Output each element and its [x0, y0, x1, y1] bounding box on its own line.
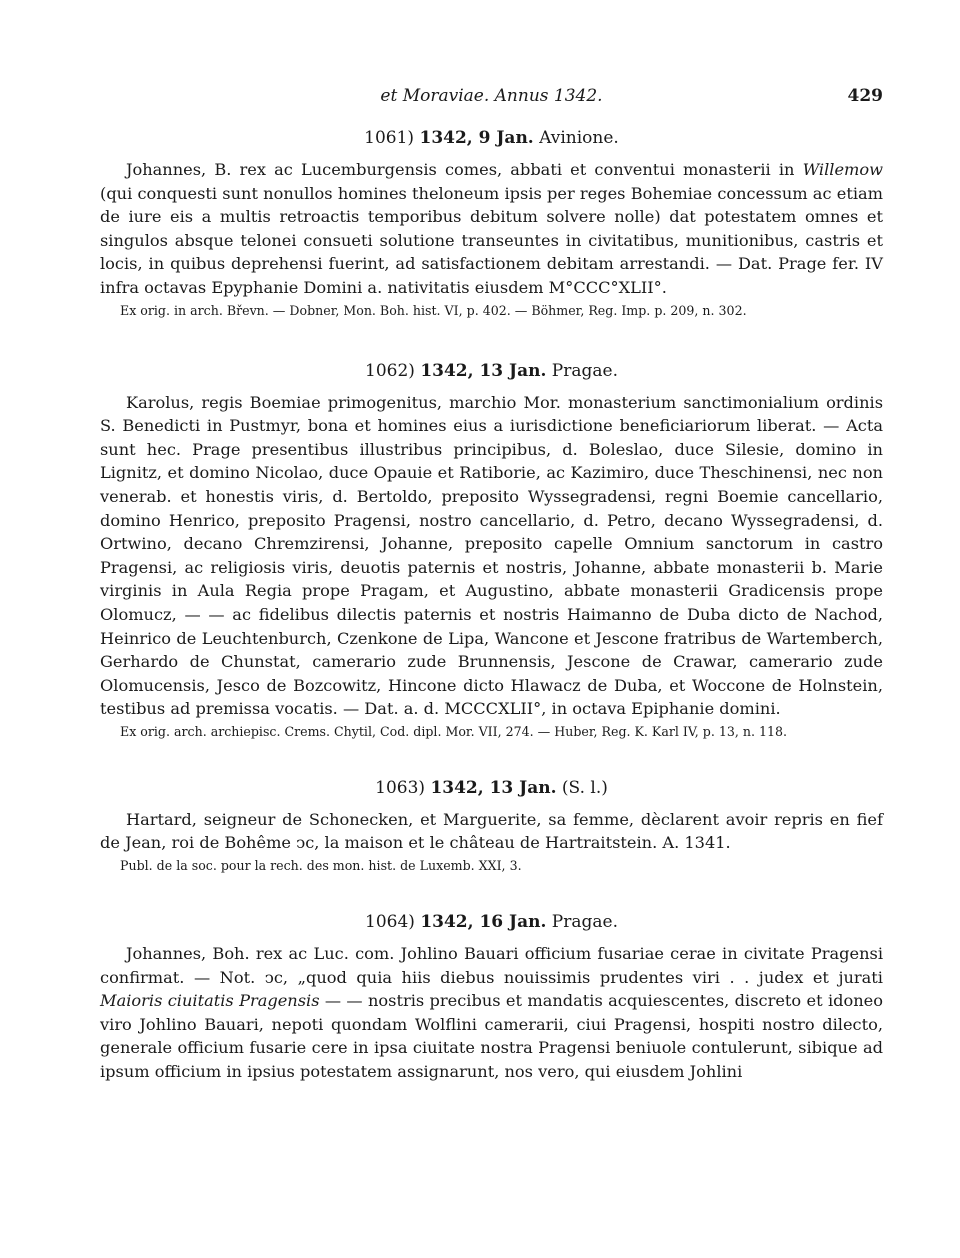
document-page — [100, 86, 883, 1084]
entry-number: 1062) — [365, 360, 415, 381]
source-note: Ex orig. arch. archiepisc. Crems. Chytil, Cod. dipl. Mor. VII, 274. — Huber, Reg. K. Karl IV, p. 13, n. 118. — [120, 723, 788, 739]
entry-heading — [100, 128, 883, 148]
entry-date: 1342, 9 Jan. — [419, 128, 534, 148]
running-title: et Moraviae. Annus 1342. — [380, 86, 603, 106]
entry-body — [100, 942, 883, 1084]
running-head — [100, 86, 883, 116]
entry-body — [100, 158, 883, 300]
page-number: 429 — [847, 86, 883, 106]
entry-text: — — nostris precibus et mandatis acquiescentes, discreto et idoneo viro Johlino Bauari, nepoti quondam Wolflini camerarii, ciui Pragensi, hospiti nostro dilecto, generale officium fusarie cere in ipsa ciuitate nostra Pragensi beniuole contulerunt, sibique ad ipsum officium in ipsius potestatem assignarunt, nos vero, qui eiusdem Johlini — [100, 991, 883, 1082]
entry-place: (S. l.) — [561, 777, 608, 798]
entry-place: Avinione. — [539, 128, 619, 148]
entry-body: Hartard, seigneur de Schonecken, et Marguerite, sa femme, dèclarent avoir repris en fief de Jean, roi de Bohême ͻc, la maison et le château de Hartraitstein. A. 1341. — [100, 809, 883, 853]
entry-body: Karolus, regis Boemiae primogenitus, marchio Mor. monasterium sanctimonialium ordinis S. Benedicti in Pustmyr, bona et homines eius a iurisdictione beneficiariorum liberat. — Acta sunt hec. Prage presentibus illustribus principibus, d. Boleslao, duce Silesie, domino in Lignitz, et domino Nicolao, duce Opauie et Ratiborie, ac Kazimiro, duce Theschinensi, nec non venerab. et honestis viris, d. Bertoldo, preposito Wyssegradensi, regni Boemie cancellario, domino Henrico, preposito Pragensi, nostro cancellario, d. Petro, decano Wyssegradensi, d. Ortwino, decano Chremzirensi, Johanne, preposito capelle Omnium sanctorum in castro Pragensi, ac religiosis viris, deuotis paternis et nostris, Johanne, abbate monasterii b. Marie virginis in Aula Regia prope Pragam, et Augustino, abbate monasterii Gradicensis prope Olomucz, — — ac fidelibus dilectis paternis et nostris Haimanno de Duba dicto de Nachod, Heinrico de Leuchtenburch, Czenkone de Lipa, Wancone et Jescone fratribus de Wartemberch, Gerhardo de Chunstat, camerario zude Brunnensis, Jescone de Crawar, camerario zude Olomucensis, Jesco de Bozcowitz, Hincone dicto Hlawacz de Duba, et Woccone de Holnstein, testibus ad premissa vocatis. — Dat. a. d. MCCCXLII°, in octava Epiphanie domini. — [100, 392, 883, 719]
entry-number: 1061) — [364, 128, 415, 148]
entry-heading — [100, 778, 883, 798]
entry-date: 1342, 13 Jan. — [430, 777, 557, 798]
entry-1062 — [100, 361, 883, 740]
entry-place: Pragae. — [551, 912, 618, 933]
place-name-italic: Willemow — [802, 160, 883, 179]
entry-text: Johannes, B. rex ac Lucemburgensis comes, abbati et conventui monasterii in — [126, 160, 803, 179]
entry-1061 — [100, 128, 883, 319]
entry-date: 1342, 13 Jan. — [420, 360, 547, 381]
source-note: Publ. de la soc. pour la rech. des mon. hist. de Luxemb. XXI, 3. — [120, 858, 522, 874]
entry-number: 1063) — [375, 777, 426, 798]
entry-text: (qui conquesti sunt nonullos homines theloneum ipsis per reges Bohemiae concessum ac etiam de iure eis a multis retroactis temporibus debitum solvere nolle) dat potestatem omnes et singulos absque telonei consueti solutione transeuntes in civitatibus, munitionibus, castris et locis, in quibus deprehensi fuerint, ad satisfactionem debitam arrestandi. — Dat. Prage fer. IV infra octavas Epyphanie Domini a. nativitatis eiusdem M°CCC°XLII°. — [100, 183, 883, 297]
source-note: Ex orig. in arch. Břevn. — Dobner, Mon. Boh. hist. VI, p. 402. — Böhmer, Reg. Imp. p. 209, n. 302. — [120, 302, 747, 318]
entry-text: Johannes, Boh. rex ac Luc. com. Johlino Bauari officium fusariae cerae in civitate Pragensi confirmat. — Not. ͻc, „quod quia hiis diebus nouissimis prudentes viri . . judex et jurati — [100, 944, 883, 987]
entry-place: Pragae. — [551, 360, 618, 381]
entry-1063 — [100, 778, 883, 874]
entry-date: 1342, 16 Jan. — [420, 912, 547, 933]
entry-heading — [100, 361, 883, 381]
entry-heading — [100, 912, 883, 932]
place-name-italic: Maioris ciuitatis Pragensis — [100, 991, 320, 1011]
entry-1064 — [100, 912, 883, 1084]
entry-number: 1064) — [365, 912, 415, 933]
